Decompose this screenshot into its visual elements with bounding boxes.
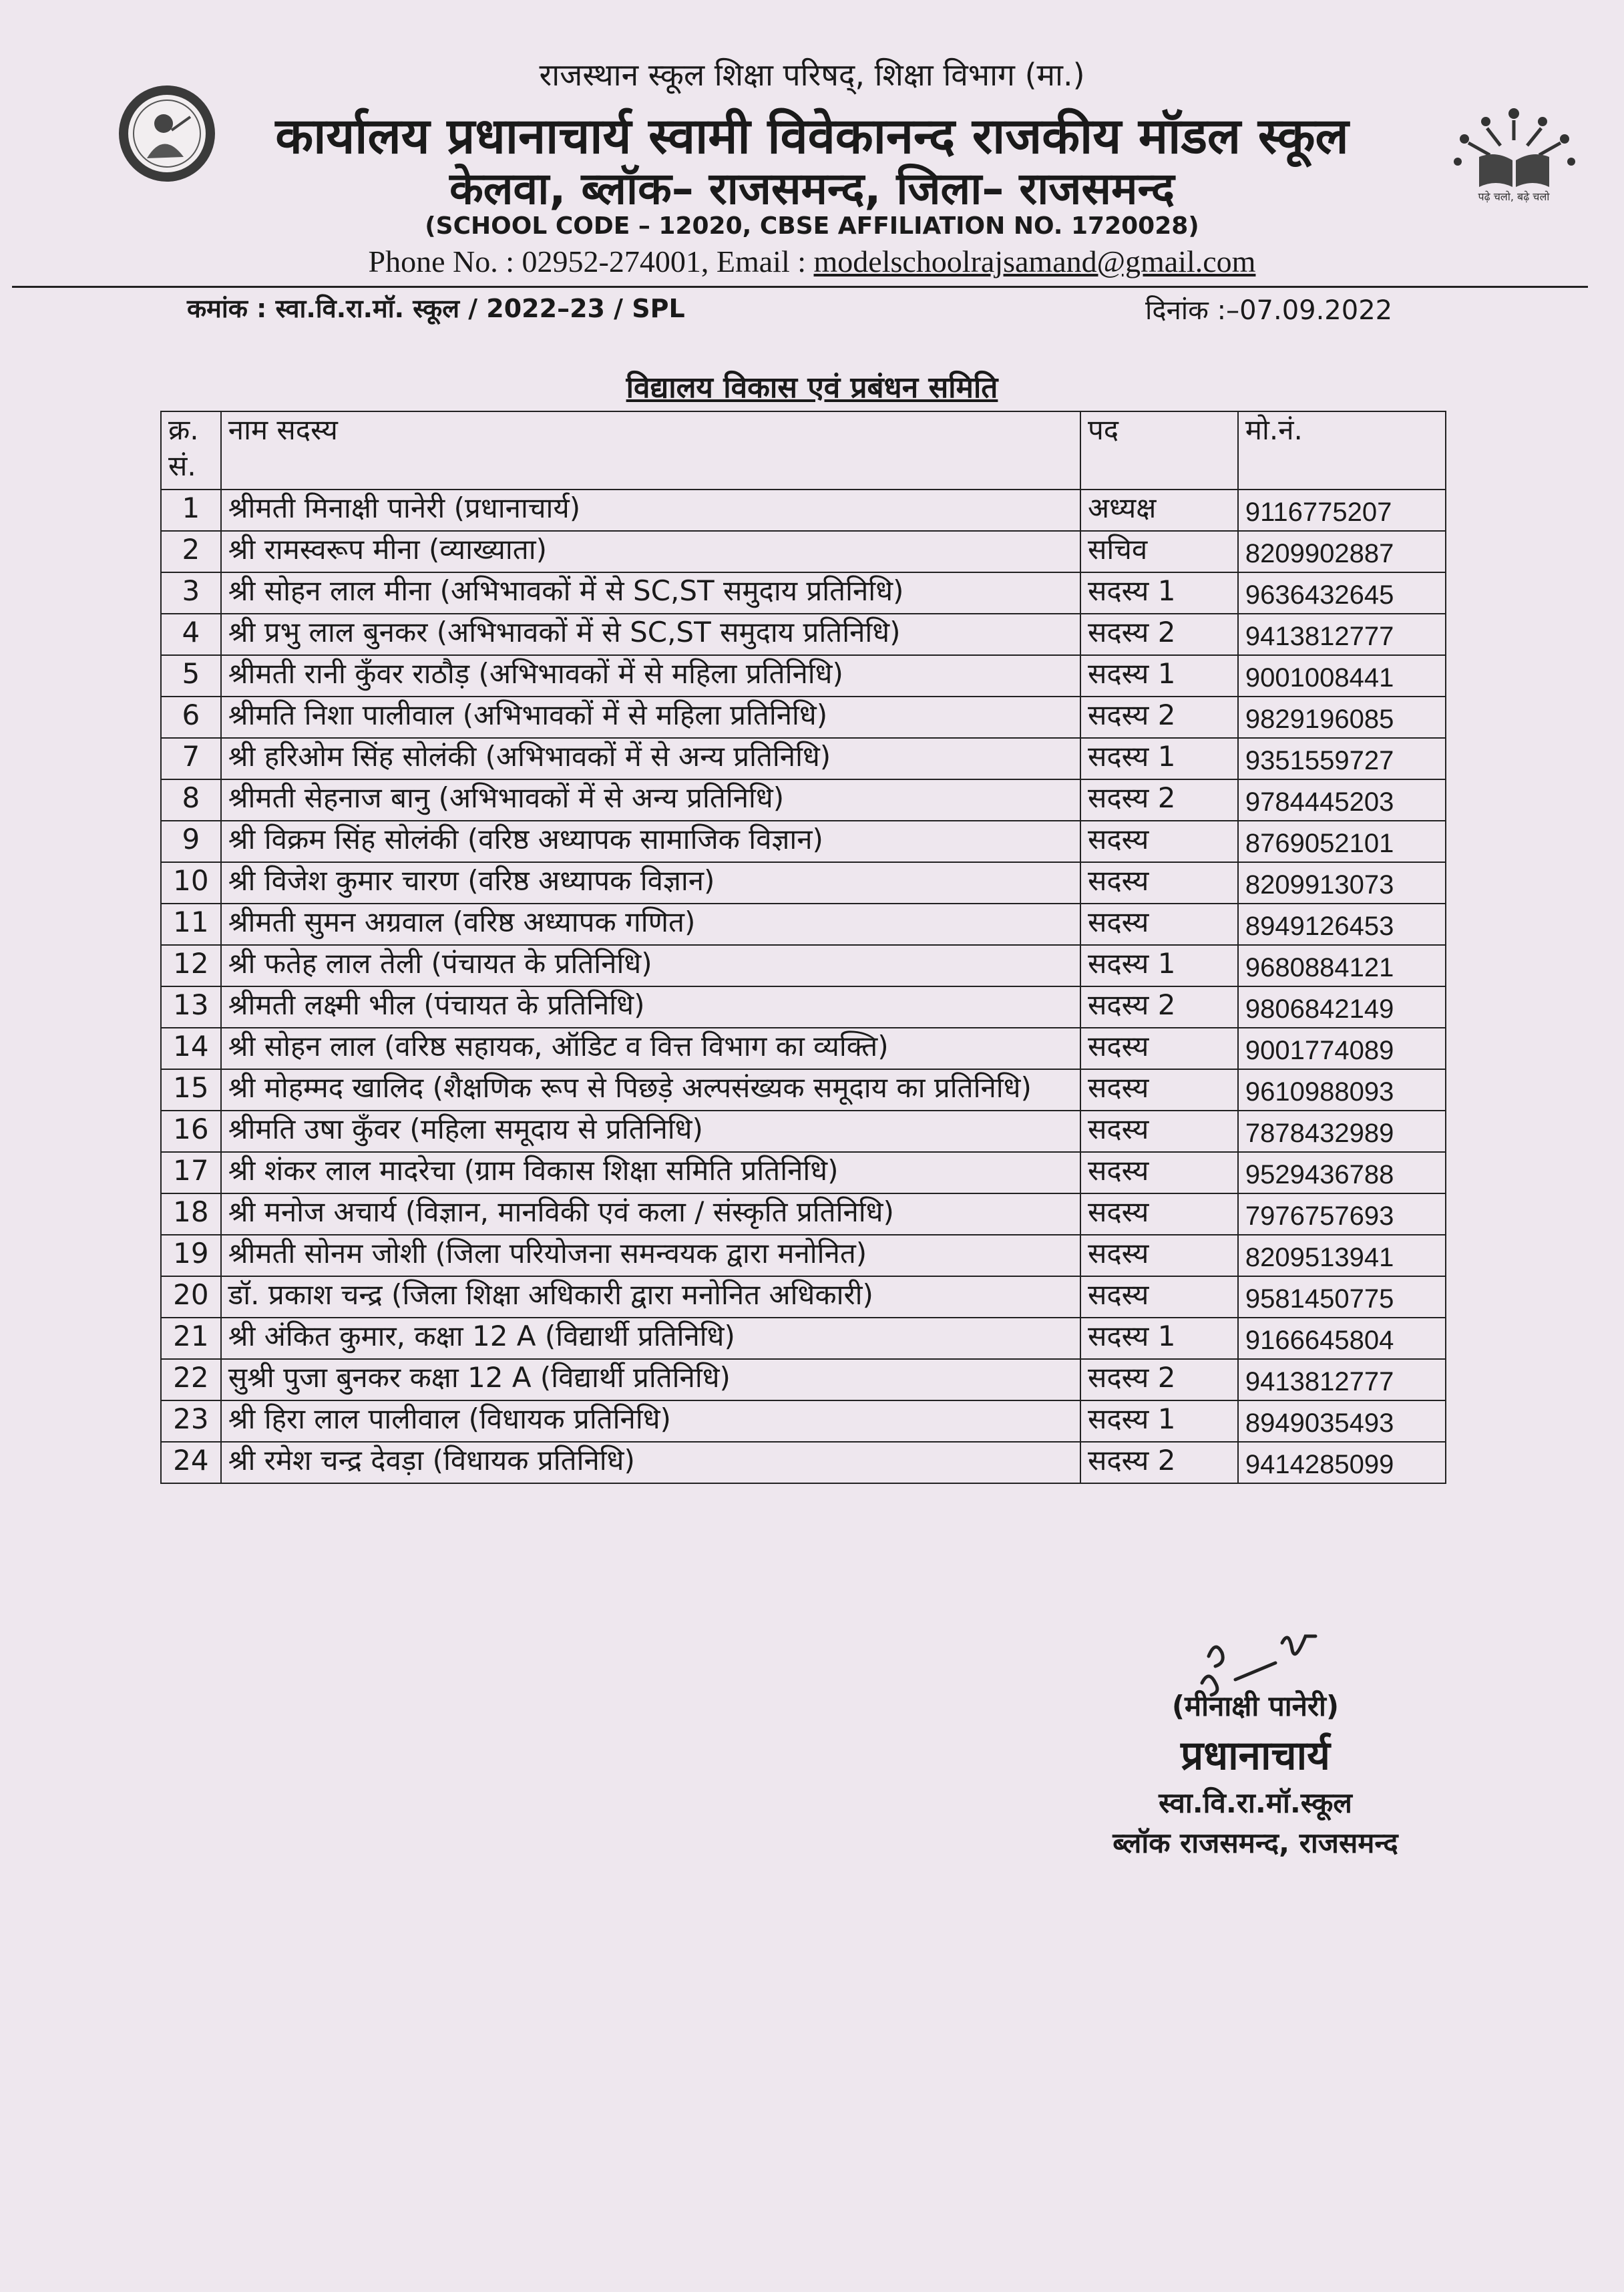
date-value: 07.09.2022 — [1239, 295, 1393, 326]
row-serial: 19 — [161, 1235, 221, 1276]
row-member-name: श्री विक्रम सिंह सोलंकी (वरिष्ठ अध्यापक सामाजिक विज्ञान) — [221, 821, 1080, 862]
row-mobile: 9529436788 — [1238, 1152, 1446, 1193]
row-post: सदस्य — [1080, 904, 1238, 945]
row-post: सदस्य — [1080, 1069, 1238, 1111]
row-serial: 21 — [161, 1318, 221, 1359]
row-mobile: 9806842149 — [1238, 986, 1446, 1028]
row-serial: 12 — [161, 945, 221, 986]
row-member-name: श्री मनोज अचार्य (विज्ञान, मानविकी एवं कला / संस्कृति प्रतिनिधि) — [221, 1193, 1080, 1235]
education-campaign-logo — [1446, 100, 1583, 214]
row-post: सचिव — [1080, 531, 1238, 572]
row-post: सदस्य — [1080, 1235, 1238, 1276]
row-member-name: श्रीमती मिनाक्षी पानेरी (प्रधानाचार्य) — [221, 490, 1080, 531]
header-name: नाम सदस्य — [221, 411, 1080, 490]
row-post: अध्यक्ष — [1080, 490, 1238, 531]
header-serial: क्र. सं. — [161, 411, 221, 490]
row-member-name: श्री मोहम्मद खालिद (शैक्षणिक रूप से पिछड़े अल्पसंख्यक समूदाय का प्रतिनिधि) — [221, 1069, 1080, 1111]
row-serial: 11 — [161, 904, 221, 945]
row-post: सदस्य 2 — [1080, 697, 1238, 738]
row-post: सदस्य 1 — [1080, 572, 1238, 614]
committee-title — [0, 366, 1624, 406]
row-member-name: श्री सोहन लाल (वरिष्ठ सहायक, ऑडिट व वित्त विभाग का व्यक्ति) — [221, 1028, 1080, 1069]
row-post: सदस्य 1 — [1080, 945, 1238, 986]
signatory-school: स्वा.वि.रा.मॉ.स्कूल — [1159, 1786, 1352, 1819]
row-mobile: 9610988093 — [1238, 1069, 1446, 1111]
row-serial: 9 — [161, 821, 221, 862]
phone-label: Phone No. : — [368, 244, 522, 278]
table-row — [161, 490, 1446, 531]
letter-date — [1145, 291, 1392, 327]
row-mobile: 8209913073 — [1238, 862, 1446, 904]
signatory-name: (मीनाक्षी पानेरी) — [1171, 1690, 1340, 1722]
row-member-name: डॉ. प्रकाश चन्द्र (जिला शिक्षा अधिकारी द्वारा मनोनित अधिकारी) — [221, 1276, 1080, 1318]
table-row — [161, 1152, 1446, 1193]
row-serial: 13 — [161, 986, 221, 1028]
table-row — [161, 986, 1446, 1028]
row-mobile: 9581450775 — [1238, 1276, 1446, 1318]
logo-caption: पढ़े चलो, बढ़े चलो — [1478, 190, 1550, 203]
table-row — [161, 655, 1446, 697]
row-mobile: 9829196085 — [1238, 697, 1446, 738]
row-mobile: 9351559727 — [1238, 738, 1446, 779]
table-row — [161, 1111, 1446, 1152]
row-serial: 18 — [161, 1193, 221, 1235]
header-divider — [12, 286, 1588, 288]
signatory-place: ब्लॉक राजसमन्द, राजसमन्द — [1112, 1827, 1398, 1859]
row-mobile: 9636432645 — [1238, 572, 1446, 614]
row-mobile: 9414285099 — [1238, 1442, 1446, 1483]
row-post: सदस्य 2 — [1080, 614, 1238, 655]
row-member-name: श्री रामस्वरूप मीना (व्याख्याता) — [221, 531, 1080, 572]
row-mobile: 8769052101 — [1238, 821, 1446, 862]
row-serial: 4 — [161, 614, 221, 655]
reference-value: स्वा.वि.रा.मॉ. स्कूल / 2022–23 / SPL — [275, 294, 685, 323]
row-serial: 3 — [161, 572, 221, 614]
table-row — [161, 945, 1446, 986]
row-serial: 6 — [161, 697, 221, 738]
row-mobile: 8949126453 — [1238, 904, 1446, 945]
office-title: कार्यालय प्रधानाचार्य स्वामी विवेकानन्द राजकीय मॉडल स्कूल — [275, 108, 1349, 165]
table-row — [161, 572, 1446, 614]
table-row — [161, 738, 1446, 779]
row-post: सदस्य — [1080, 1028, 1238, 1069]
row-member-name: श्री रमेश चन्द्र देवड़ा (विधायक प्रतिनिधि) — [221, 1442, 1080, 1483]
row-post: सदस्य — [1080, 862, 1238, 904]
row-mobile: 8949035493 — [1238, 1400, 1446, 1442]
reference-number — [187, 291, 685, 325]
table-row — [161, 862, 1446, 904]
row-post: सदस्य — [1080, 1152, 1238, 1193]
row-member-name: श्री शंकर लाल मादरेचा (ग्राम विकास शिक्षा समिति प्रतिनिधि) — [221, 1152, 1080, 1193]
row-post: सदस्य 2 — [1080, 1442, 1238, 1483]
row-serial: 5 — [161, 655, 221, 697]
table-row — [161, 821, 1446, 862]
row-post: सदस्य 2 — [1080, 779, 1238, 821]
row-serial: 24 — [161, 1442, 221, 1483]
table-row — [161, 904, 1446, 945]
table-header-row — [161, 411, 1446, 490]
row-member-name: श्री विजेश कुमार चारण (वरिष्ठ अध्यापक विज्ञान) — [221, 862, 1080, 904]
row-member-name: श्रीमती सेहनाज बानु (अभिभावकों में से अन्य प्रतिनिधि) — [221, 779, 1080, 821]
row-member-name: श्री हरिओम सिंह सोलंकी (अभिभावकों में से अन्य प्रतिनिधि) — [221, 738, 1080, 779]
row-mobile: 7976757693 — [1238, 1193, 1446, 1235]
row-serial: 20 — [161, 1276, 221, 1318]
row-member-name: श्री प्रभु लाल बुनकर (अभिभावकों में से SC,ST समुदाय प्रतिनिधि) — [221, 614, 1080, 655]
row-member-name: श्री फतेह लाल तेली (पंचायत के प्रतिनिधि) — [221, 945, 1080, 986]
row-member-name: श्रीमती सोनम जोशी (जिला परियोजना समन्वयक द्वारा मनोनित) — [221, 1235, 1080, 1276]
row-mobile: 9001774089 — [1238, 1028, 1446, 1069]
row-member-name: श्रीमति उषा कुँवर (महिला समूदाय से प्रतिनिधि) — [221, 1111, 1080, 1152]
row-mobile: 9413812777 — [1238, 1359, 1446, 1400]
row-post: सदस्य — [1080, 1276, 1238, 1318]
table-row — [161, 614, 1446, 655]
row-serial: 16 — [161, 1111, 221, 1152]
row-serial: 2 — [161, 531, 221, 572]
row-mobile: 9680884121 — [1238, 945, 1446, 986]
row-serial: 15 — [161, 1069, 221, 1111]
contact-line — [0, 244, 1624, 279]
table-row — [161, 1318, 1446, 1359]
row-member-name: सुश्री पुजा बुनकर कक्षा 12 A (विद्यार्थी प्रतिनिधि) — [221, 1359, 1080, 1400]
row-member-name: श्री हिरा लाल पालीवाल (विधायक प्रतिनिधि) — [221, 1400, 1080, 1442]
committee-title-text: विद्यालय विकास एवं प्रबंधन समिति — [626, 371, 998, 405]
table-row — [161, 1276, 1446, 1318]
row-mobile: 9166645804 — [1238, 1318, 1446, 1359]
email-label: , Email : — [700, 244, 814, 278]
committee-members-table — [160, 411, 1446, 1484]
row-post: सदस्य 1 — [1080, 655, 1238, 697]
row-serial: 17 — [161, 1152, 221, 1193]
row-post: सदस्य — [1080, 821, 1238, 862]
row-member-name: श्री अंकित कुमार, कक्षा 12 A (विद्यार्थी प्रतिनिधि) — [221, 1318, 1080, 1359]
row-serial: 8 — [161, 779, 221, 821]
table-body — [161, 490, 1446, 1483]
row-serial: 1 — [161, 490, 221, 531]
header-post: पद — [1080, 411, 1238, 490]
row-post: सदस्य — [1080, 1193, 1238, 1235]
row-member-name: श्रीमती रानी कुँवर राठौड़ (अभिभावकों में से महिला प्रतिनिधि) — [221, 655, 1080, 697]
row-post: सदस्य — [1080, 1111, 1238, 1152]
table-row — [161, 531, 1446, 572]
signatory-title: प्रधानाचार्य — [1181, 1732, 1330, 1779]
row-post: सदस्य 1 — [1080, 1400, 1238, 1442]
row-mobile: 9413812777 — [1238, 614, 1446, 655]
row-serial: 22 — [161, 1359, 221, 1400]
row-mobile: 9116775207 — [1238, 490, 1446, 531]
table-row — [161, 779, 1446, 821]
row-mobile: 8209513941 — [1238, 1235, 1446, 1276]
row-mobile: 8209902887 — [1238, 531, 1446, 572]
row-post: सदस्य 1 — [1080, 1318, 1238, 1359]
table-row — [161, 1193, 1446, 1235]
table-row — [161, 1359, 1446, 1400]
table-row — [161, 1028, 1446, 1069]
school-codes: (SCHOOL CODE – 12020, CBSE AFFILIATION NO. 1720028) — [425, 212, 1199, 240]
table-row — [161, 1235, 1446, 1276]
table-row — [161, 1442, 1446, 1483]
table-row — [161, 1069, 1446, 1111]
row-member-name: श्रीमती लक्ष्मी भील (पंचायत के प्रतिनिधि) — [221, 986, 1080, 1028]
row-mobile: 9001008441 — [1238, 655, 1446, 697]
row-post: सदस्य 2 — [1080, 1359, 1238, 1400]
row-serial: 23 — [161, 1400, 221, 1442]
row-member-name: श्रीमती सुमन अग्रवाल (वरिष्ठ अध्यापक गणित) — [221, 904, 1080, 945]
row-mobile: 9784445203 — [1238, 779, 1446, 821]
row-post: सदस्य 2 — [1080, 986, 1238, 1028]
table-row — [161, 1400, 1446, 1442]
header-mobile: मो.नं. — [1238, 411, 1446, 490]
school-location: केलवा, ब्लॉक– राजसमन्द, जिला– राजसमन्द — [449, 163, 1175, 214]
table-row — [161, 697, 1446, 738]
email-address[interactable]: modelschoolrajsamand@gmail.com — [813, 244, 1256, 278]
reference-label: कमांक : — [187, 294, 276, 323]
row-serial: 10 — [161, 862, 221, 904]
date-label: दिनांक :– — [1145, 295, 1240, 326]
phone-number: 02952-274001 — [522, 244, 701, 278]
row-serial: 14 — [161, 1028, 221, 1069]
row-member-name: श्रीमति निशा पालीवाल (अभिभावकों में से महिला प्रतिनिधि) — [221, 697, 1080, 738]
row-serial: 7 — [161, 738, 221, 779]
department-name: राजस्थान स्कूल शिक्षा परिषद्, शिक्षा विभाग (मा.) — [539, 57, 1085, 93]
row-post: सदस्य 1 — [1080, 738, 1238, 779]
row-member-name: श्री सोहन लाल मीना (अभिभावकों में से SC,ST समुदाय प्रतिनिधि) — [221, 572, 1080, 614]
row-mobile: 7878432989 — [1238, 1111, 1446, 1152]
